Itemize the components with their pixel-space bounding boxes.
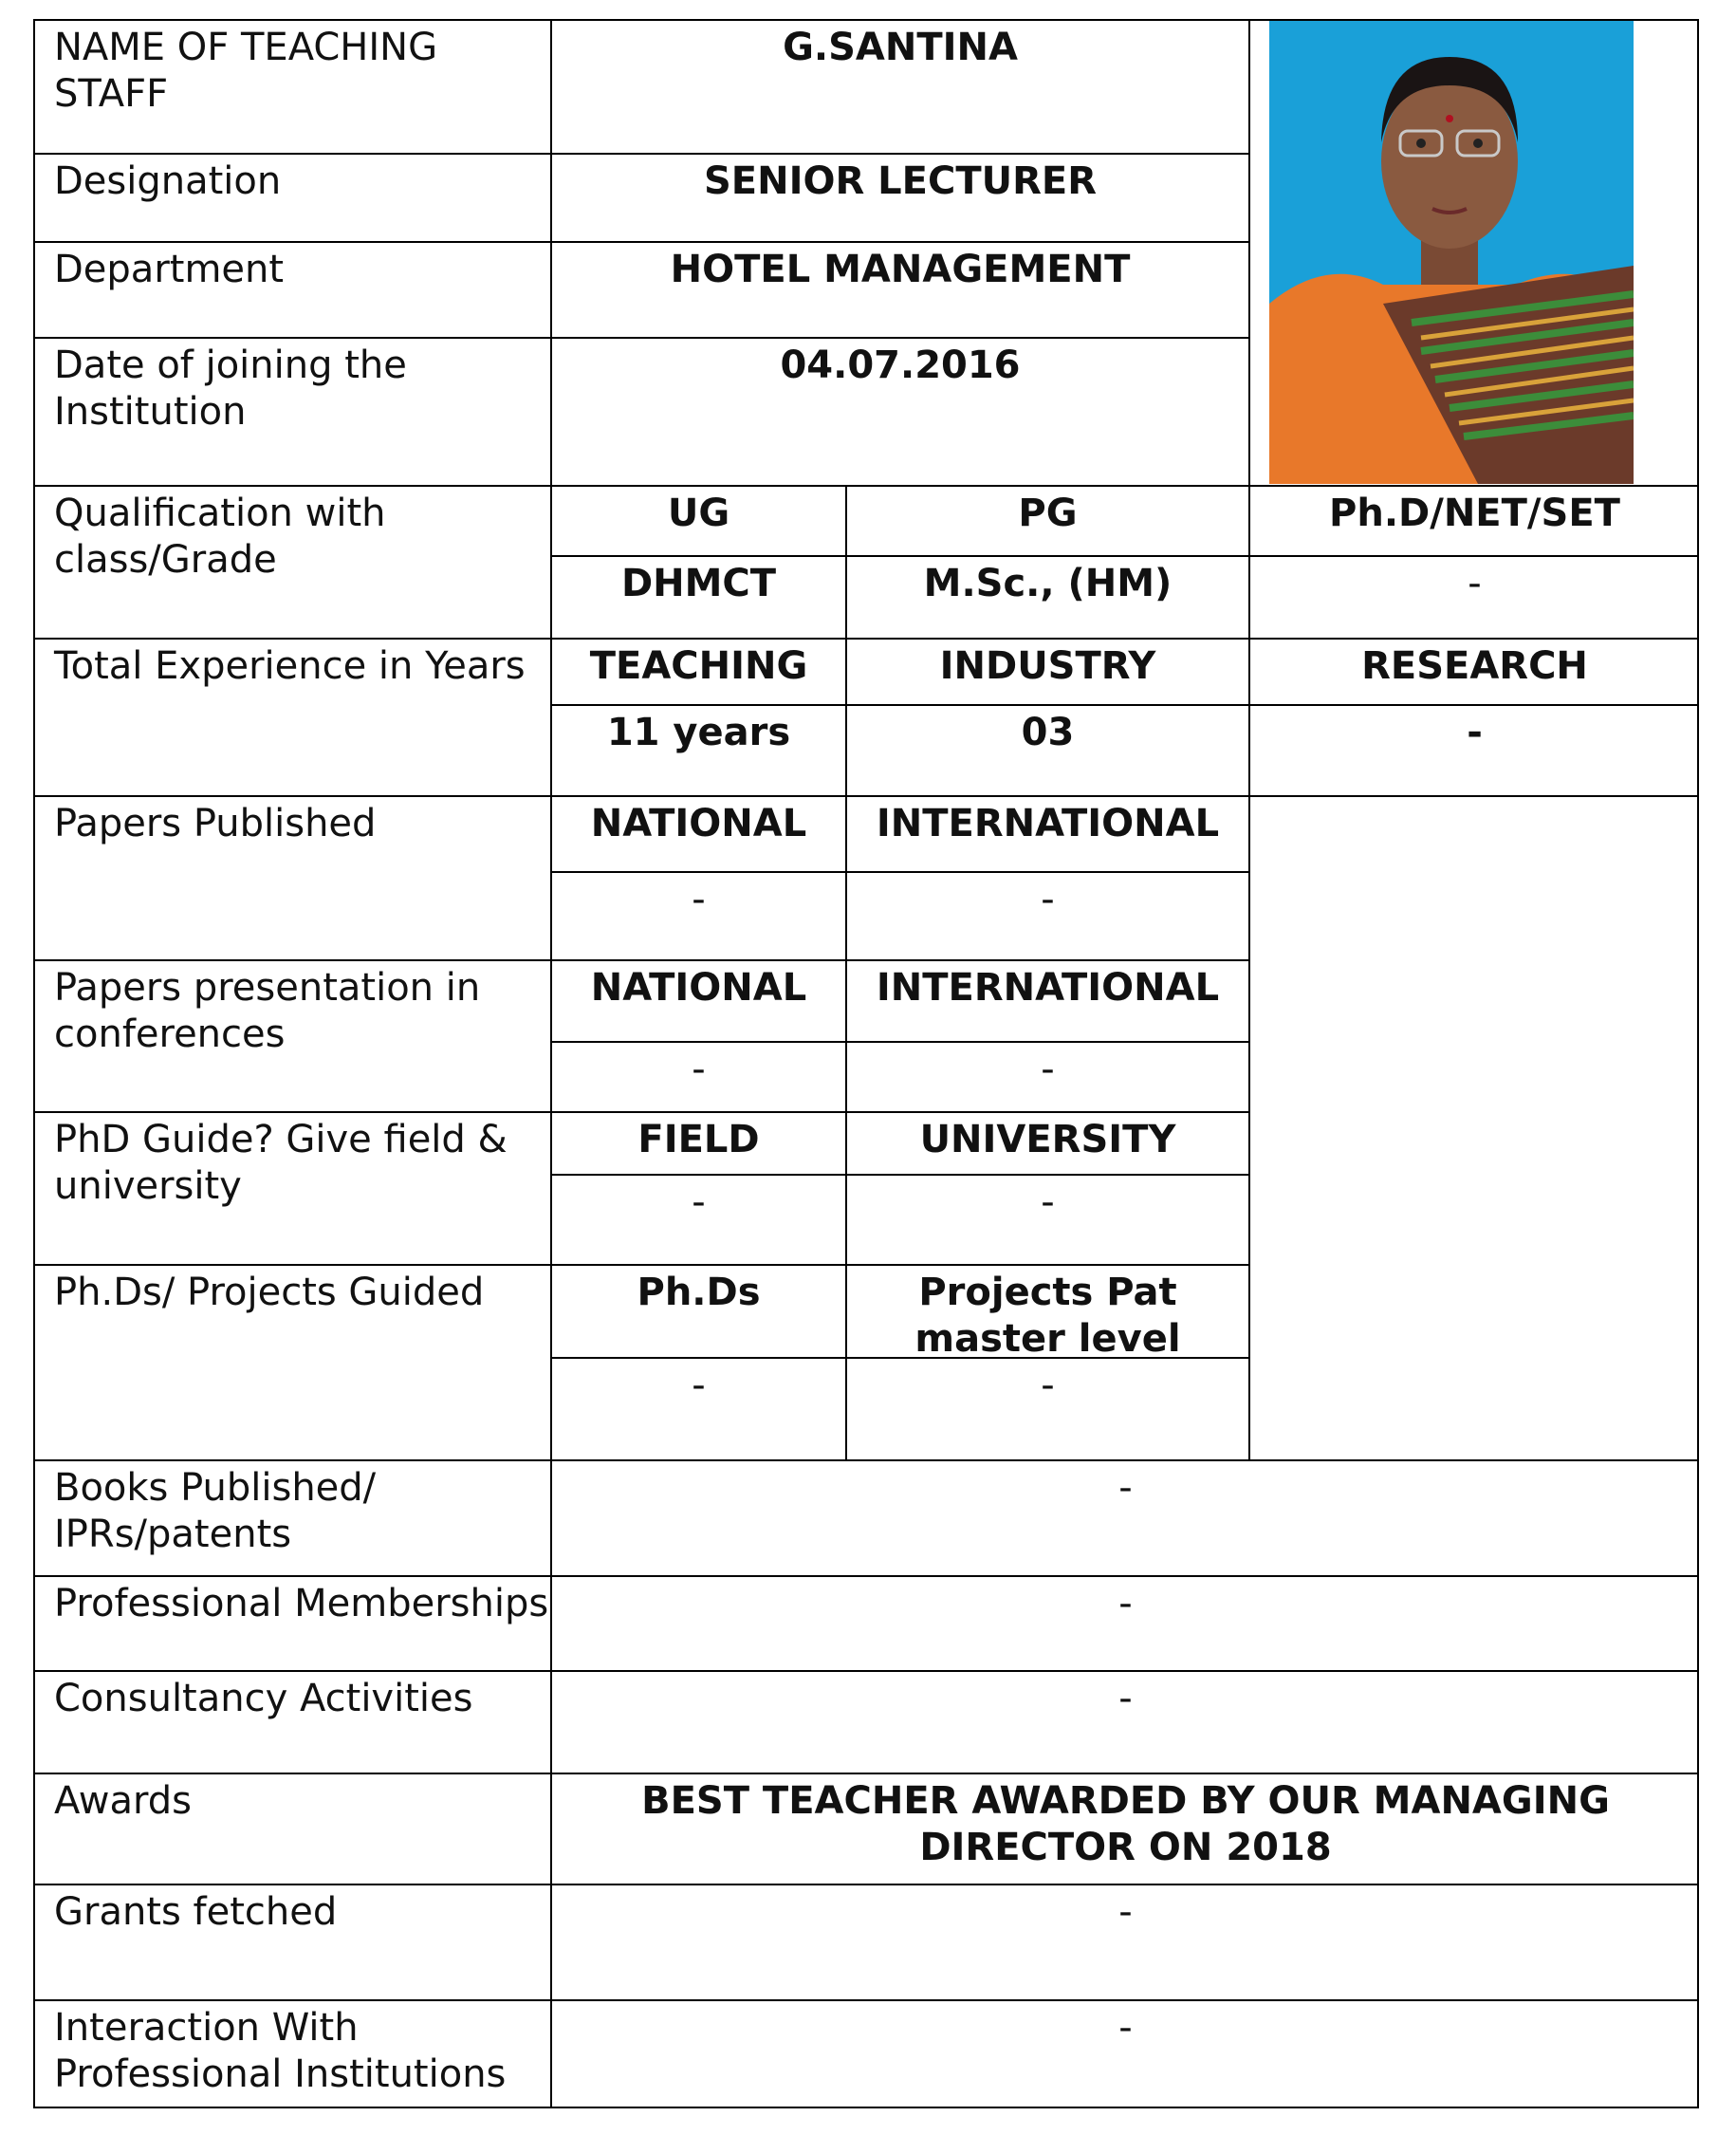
phd-guide-label: PhD Guide? Give field & university	[33, 1111, 550, 1264]
papers-presented-label: Papers presentation in conferences	[33, 959, 550, 1111]
qualification-header-phd: Ph.D/NET/SET	[1248, 485, 1699, 555]
consultancy-label: Consultancy Activities	[33, 1670, 550, 1773]
designation-label: Designation	[33, 153, 550, 241]
qualification-ug: DHMCT	[550, 555, 845, 638]
experience-header-research: RESEARCH	[1248, 638, 1699, 704]
joining-date: 04.07.2016	[550, 337, 1248, 485]
consultancy-value: -	[550, 1670, 1699, 1773]
awards-value: BEST TEACHER AWARDED BY OUR MANAGING DIRECTOR ON 2018	[550, 1773, 1699, 1884]
experience-teaching: 11 years	[550, 704, 845, 795]
phd-guide-header-field: FIELD	[550, 1111, 845, 1174]
awards-label: Awards	[33, 1773, 550, 1884]
phds-guided-label: Ph.Ds/ Projects Guided	[33, 1264, 550, 1459]
papers-published-label: Papers Published	[33, 795, 550, 959]
experience-research: -	[1248, 704, 1699, 795]
memberships-label: Professional Memberships	[33, 1575, 550, 1670]
papers-presented-national: -	[550, 1041, 845, 1111]
department-value: HOTEL MANAGEMENT	[550, 241, 1248, 337]
designation-value: SENIOR LECTURER	[550, 153, 1248, 241]
phds-guided-header-projects: Projects Pat master level	[845, 1264, 1248, 1357]
qualification-header-ug: UG	[550, 485, 845, 555]
papers-presented-header-national: NATIONAL	[550, 959, 845, 1041]
grants-value: -	[550, 1884, 1699, 1999]
experience-label: Total Experience in Years	[33, 638, 550, 795]
phd-guide-field: -	[550, 1174, 845, 1264]
phds-guided-header-phds: Ph.Ds	[550, 1264, 845, 1357]
interaction-label: Interaction With Professional Institutions	[33, 1999, 550, 2108]
phds-guided-phds: -	[550, 1357, 845, 1459]
books-label: Books Published/ IPRs/patents	[33, 1459, 550, 1575]
qualification-header-pg: PG	[845, 485, 1248, 555]
experience-industry: 03	[845, 704, 1248, 795]
papers-presented-international: -	[845, 1041, 1248, 1111]
experience-header-teaching: TEACHING	[550, 638, 845, 704]
books-value: -	[550, 1459, 1699, 1575]
experience-header-industry: INDUSTRY	[845, 638, 1248, 704]
interaction-value: -	[550, 1999, 1699, 2108]
papers-published-header-national: NATIONAL	[550, 795, 845, 871]
phd-guide-university: -	[845, 1174, 1248, 1264]
empty-cell	[1248, 795, 1699, 1459]
name-label: NAME OF TEACHING STAFF	[33, 19, 550, 153]
memberships-value: -	[550, 1575, 1699, 1670]
papers-published-international: -	[845, 871, 1248, 959]
qualification-pg: M.Sc., (HM)	[845, 555, 1248, 638]
phds-guided-projects: -	[845, 1357, 1248, 1459]
grants-label: Grants fetched	[33, 1884, 550, 1999]
staff-name: G.SANTINA	[550, 19, 1248, 153]
phd-guide-header-university: UNIVERSITY	[845, 1111, 1248, 1174]
papers-published-national: -	[550, 871, 845, 959]
department-label: Department	[33, 241, 550, 337]
qualification-label: Qualification with class/Grade	[33, 485, 550, 638]
staff-photo	[1269, 19, 1634, 484]
joining-label: Date of joining the Institution	[33, 337, 550, 485]
qualification-phd: -	[1248, 555, 1699, 638]
papers-published-header-international: INTERNATIONAL	[845, 795, 1248, 871]
papers-presented-header-international: INTERNATIONAL	[845, 959, 1248, 1041]
